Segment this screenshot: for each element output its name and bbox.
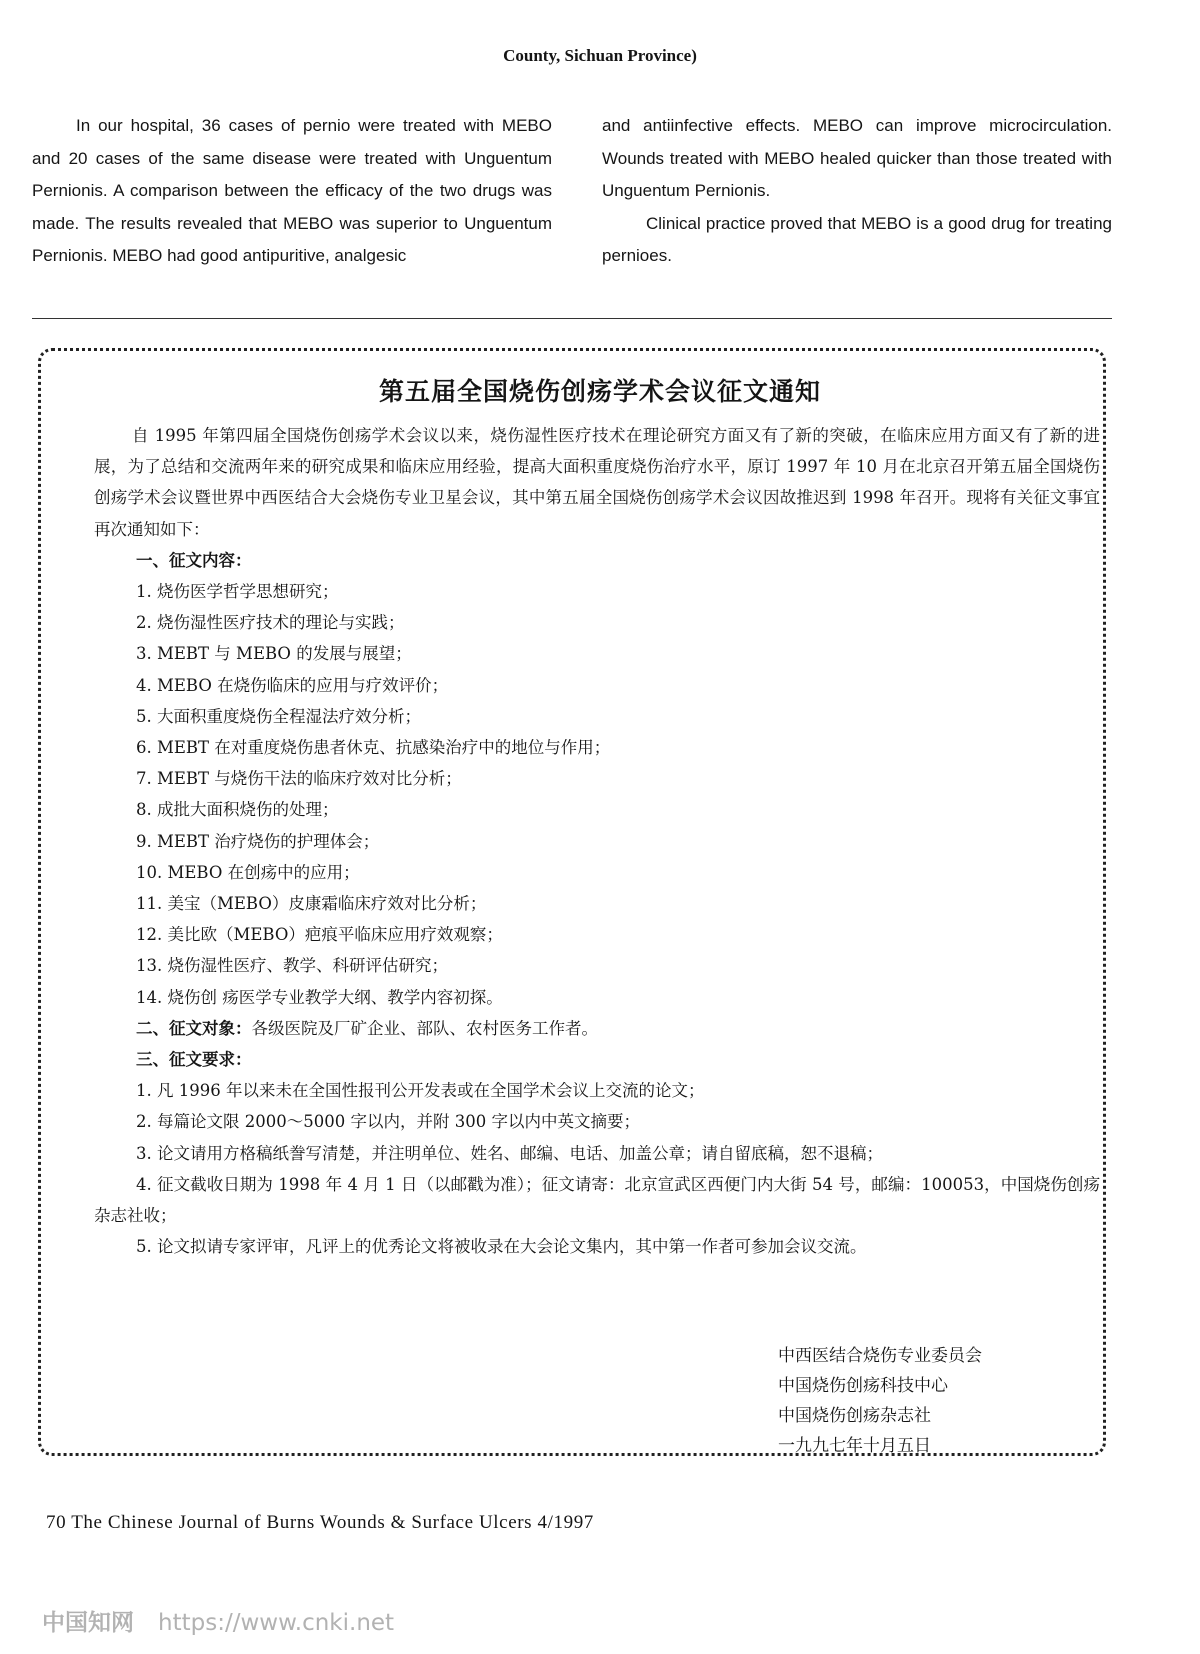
- horizontal-rule: [32, 318, 1112, 319]
- signature-date: 一九九七年十月五日: [778, 1436, 931, 1456]
- abstract-column-2: [602, 110, 1112, 273]
- topic-item: 9. MEBT 治疗烧伤的护理体会；: [136, 831, 380, 851]
- topic-list: [94, 576, 1100, 1013]
- topic-item: 7. MEBT 与烧伤干法的临床疗效对比分析；: [136, 769, 462, 789]
- section-2-text: 各级医院及厂矿企业、部队、农村医务工作者。: [251, 1018, 598, 1038]
- section-3-label: 三、征文要求：: [136, 1050, 252, 1070]
- requirement-1: 1. 凡 1996 年以来未在全国性报刊公开发表或在全国学术会议上交流的论文；: [136, 1081, 705, 1101]
- topic-item: 2. 烧伤湿性医疗技术的理论与实践；: [136, 613, 405, 633]
- watermark-name: 中国知网: [42, 1610, 134, 1636]
- notice-title: 第五届全国烧伤创疡学术会议征文通知: [378, 377, 821, 406]
- notice-body: [94, 420, 1100, 1262]
- signature-block: [778, 1341, 982, 1461]
- requirement-5: 5. 论文拟请专家评审，凡评上的优秀论文将被收录在大会论文集内，其中第一作者可参加会议交流。: [136, 1237, 867, 1257]
- signature-org-1: 中西医结合烧伤专业委员会: [778, 1346, 982, 1366]
- section-1-label: 一、征文内容：: [136, 550, 252, 570]
- english-abstract: [32, 110, 1112, 273]
- requirement-4: 4. 征文截收日期为 1998 年 4 月 1 日（以邮戳为准）；征文请寄：北京宣武区西便门内大街 54 号，邮编：100053，中国烧伤创疡杂志社收；: [94, 1174, 1100, 1226]
- requirement-2: 2. 每篇论文限 2000～5000 字以内，并附 300 字以内中英文摘要；: [136, 1112, 640, 1132]
- section-2-label: 二、征文对象：: [136, 1018, 252, 1038]
- section-heading-audience: [94, 1013, 1100, 1044]
- cnki-watermark: [42, 1604, 394, 1637]
- requirement-3: 3. 论文请用方格稿纸誊写清楚，并注明单位、姓名、邮编、电话、加盖公章；请自留底稿，恕不退稿；: [136, 1143, 883, 1163]
- topic-item: 4. MEBO 在烧伤临床的应用与疗效评价；: [136, 675, 449, 695]
- topic-item: 13. 烧伤湿性医疗、教学、科研评估研究；: [136, 956, 448, 976]
- abstract-paragraph-3: Clinical practice proved that MEBO is a good drug for treating pernioes.: [602, 213, 1112, 265]
- topic-item: 11. 美宝（MEBO）皮康霜临床疗效对比分析；: [136, 894, 487, 914]
- topic-item: 5. 大面积重度烧伤全程湿法疗效分析；: [136, 706, 421, 726]
- section-heading-requirements: [94, 1044, 1100, 1075]
- watermark-url: https://www.cnki.net: [158, 1610, 395, 1636]
- running-header: County, Sichuan Province): [503, 46, 697, 65]
- topic-item: 6. MEBT 在对重度烧伤患者休克、抗感染治疗中的地位与作用；: [136, 738, 611, 758]
- topic-item: 3. MEBT 与 MEBO 的发展与展望；: [136, 644, 412, 664]
- abstract-paragraph-2: and antiinfective effects. MEBO can improve microcirculation. Wounds treated with MEBO healed quicker than those treated with Unguentum Pernionis.: [602, 116, 1112, 200]
- topic-item: 12. 美比欧（MEBO）疤痕平临床应用疗效观察；: [136, 925, 503, 945]
- signature-org-2: 中国烧伤创疡科技中心: [778, 1376, 948, 1396]
- topic-item: 1. 烧伤医学哲学思想研究；: [136, 582, 339, 602]
- section-heading-content: [94, 545, 1100, 576]
- topic-item: 14. 烧伤创 疡医学专业教学大纲、教学内容初探。: [136, 987, 503, 1007]
- abstract-column-1: [32, 110, 552, 273]
- abstract-paragraph-1: In our hospital, 36 cases of pernio were treated with MEBO and 20 cases of the same disease were treated with Unguentum Pernionis. A comparison between the efficacy of the two drugs was made. The results revealed that MEBO was superior to Unguentum Pernionis. MEBO had good antipuritive, analgesic: [32, 116, 552, 265]
- page-footer: 70 The Chinese Journal of Burns Wounds & Surface Ulcers 4/1997: [46, 1512, 594, 1533]
- signature-org-3: 中国烧伤创疡杂志社: [778, 1406, 931, 1426]
- notice-intro: 自 1995 年第四届全国烧伤创疡学术会议以来，烧伤湿性医疗技术在理论研究方面又有了新的突破，在临床应用方面又有了新的进展，为了总结和交流两年来的研究成果和临床应用经验，提高大面积重度烧伤治疗水平，原订 1997 年 10 月在北京召开第五届全国烧伤创疡学术会议暨世界中西医结合大会烧伤专业卫星会议，其中第五届全国烧伤创疡学术会议因故推迟到 1998 年召开。现将有关征文事宜再次通知如下：: [94, 426, 1100, 539]
- topic-item: 10. MEBO 在创疡中的应用；: [136, 862, 360, 882]
- topic-item: 8. 成批大面积烧伤的处理；: [136, 800, 339, 820]
